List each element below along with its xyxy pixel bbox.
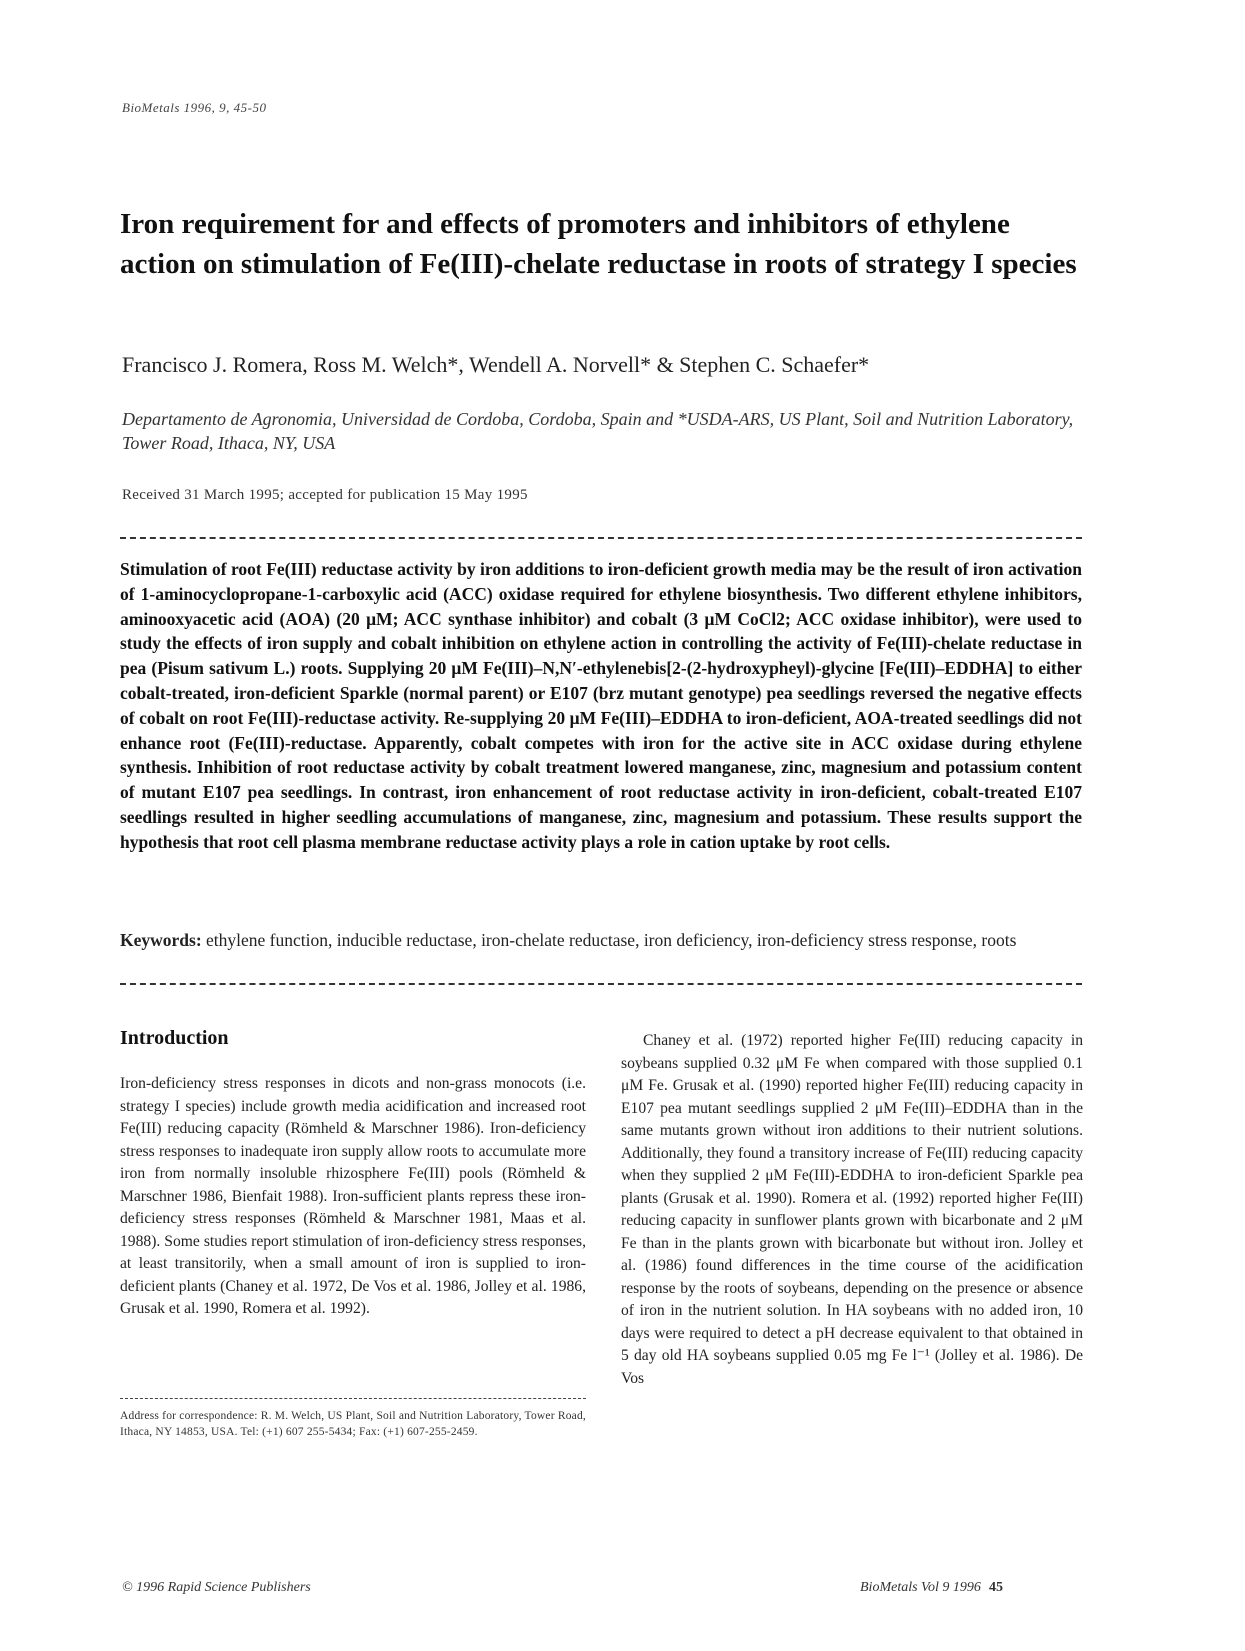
intro-paragraph-2: Chaney et al. (1972) reported higher Fe(III) reducing capacity in soybeans supplied 0.32 μM Fe when compared with those supplied 0.1 μM Fe. Grusak et al. (1990) reported higher Fe(III) reducing capacity in E107 pea mutant seedlings supplied 2 μM Fe(III)–EDDHA than in the same mutants grown without iron additions to their nutrient solutions. Additionally, they found a transitory increase of Fe(III) reducing capacity when they supplied 2 μM Fe(III)-EDDHA to iron-deficient Sparkle pea plants (Grusak et al. 1990). Romera et al. (1992) reported higher Fe(III) reducing capacity in sunflower plants grown with bicarbonate and 2 μM Fe than in the plants grown with bicarbonate but without iron. Jolley et al. (1986) found differences in the time course of the acidification response by the roots of soybeans, depending on the presence or absence of iron in the nutrient solution. In HA soybeans with no added iron, 10 days were required to detect a pH decrease equivalent to that obtained in 5 day old HA soybeans supplied 0.05 mg Fe l⁻¹ (Jolley et al. 1986). De Vos: [621, 1032, 1083, 1387]
article-title: Iron requirement for and effects of promoters and inhibitors of ethylene action on stimulation of Fe(III)-chelate reductase in roots of strategy I species: [120, 208, 1077, 280]
received-dates: Received 31 March 1995; accepted for publication 15 May 1995: [122, 487, 528, 503]
abstract-divider: [120, 983, 1082, 985]
author-affiliation: Departamento de Agronomia, Universidad de Cordoba, Cordoba, Spain and *USDA-ARS, US Plant, Soil and Nutrition Laboratory, Tower Road, Ithaca, NY, USA: [122, 409, 1074, 453]
right-column: [621, 1030, 1083, 1390]
keywords-text: ethylene function, inducible reductase, iron-chelate reductase, iron deficiency, iron-deficiency stress response, roots: [206, 930, 1017, 950]
left-column: [120, 1073, 586, 1321]
journal-citation: BioMetals 1996, 9, 45-50: [122, 100, 267, 115]
author-list: Francisco J. Romera, Ross M. Welch*, Wendell A. Norvell* & Stephen C. Schaefer*: [122, 352, 870, 377]
abstract: Stimulation of root Fe(III) reductase activity by iron additions to iron-deficient growth media may be the result of iron activation of 1-aminocyclopropane-1-carboxylic acid (ACC) oxidase required for ethylene biosynthesis. Two different ethylene inhibitors, aminooxyacetic acid (AOA) (20 μM; ACC synthase inhibitor) and cobalt (3 μM CoCl2; ACC oxidase inhibitor), were used to study the effects of iron supply and cobalt inhibition on ethylene action in controlling the activity of Fe(III)-chelate reductase in pea (Pisum sativum L.) roots. Supplying 20 μM Fe(III)–N,N′-ethylenebis[2-(2-hydroxypheyl)-glycine [Fe(III)–EDDHA] to either cobalt-treated, iron-deficient Sparkle (normal parent) or E107 (brz mutant genotype) pea seedlings reversed the negative effects of cobalt on root Fe(III)-reductase activity. Re-supplying 20 μM Fe(III)–EDDHA to iron-deficient, AOA-treated seedlings did not enhance root (Fe(III)-reductase. Apparently, cobalt competes with iron for the active site in ACC oxidase during ethylene synthesis. Inhibition of root reductase activity by cobalt treatment lowered manganese, zinc, magnesium and potassium content of mutant E107 pea seedlings. In contrast, iron enhancement of root reductase activity in iron-deficient, cobalt-treated E107 seedlings resulted in higher seedling accumulations of manganese, zinc, magnesium and potassium. These results support the hypothesis that root cell plasma membrane reductase activity plays a role in cation uptake by root cells.: [120, 559, 1082, 852]
journal-volume: BioMetals Vol 9 1996: [860, 1580, 981, 1595]
keywords-label: Keywords:: [120, 930, 202, 950]
copyright-footer: © 1996 Rapid Science Publishers: [122, 1580, 311, 1595]
correspondence-footnote: Address for correspondence: R. M. Welch, US Plant, Soil and Nutrition Laboratory, Tower Road, Ithaca, NY 14853, USA. Tel: (+1) 607 255-5434; Fax: (+1) 607-255-2459.: [120, 1410, 586, 1438]
footnote-divider: [120, 1398, 586, 1399]
page-number: 45: [988, 1580, 1003, 1595]
top-divider: [120, 537, 1082, 539]
intro-paragraph-1: Iron-deficiency stress responses in dicots and non-grass monocots (i.e. strategy I species) include growth media acidification and increased root Fe(III) reducing capacity (Römheld & Marschner 1986). Iron-deficiency stress responses to inadequate iron supply allow roots to accumulate more iron from normally insoluble rhizosphere Fe(III) pools (Römheld & Marschner 1986, Bienfait 1988). Iron-sufficient plants repress these iron-deficiency stress responses (Römheld & Marschner 1981, Maas et al. 1988). Some studies report stimulation of iron-deficiency stress responses, at least transitorily, when a small amount of iron is supplied to iron-deficient plants (Chaney et al. 1972, De Vos et al. 1986, Jolley et al. 1986, Grusak et al. 1990, Romera et al. 1992).: [120, 1075, 586, 1317]
journal-footer: [860, 1580, 1003, 1596]
section-heading-introduction: Introduction: [120, 1027, 229, 1049]
keywords: [120, 928, 1082, 952]
